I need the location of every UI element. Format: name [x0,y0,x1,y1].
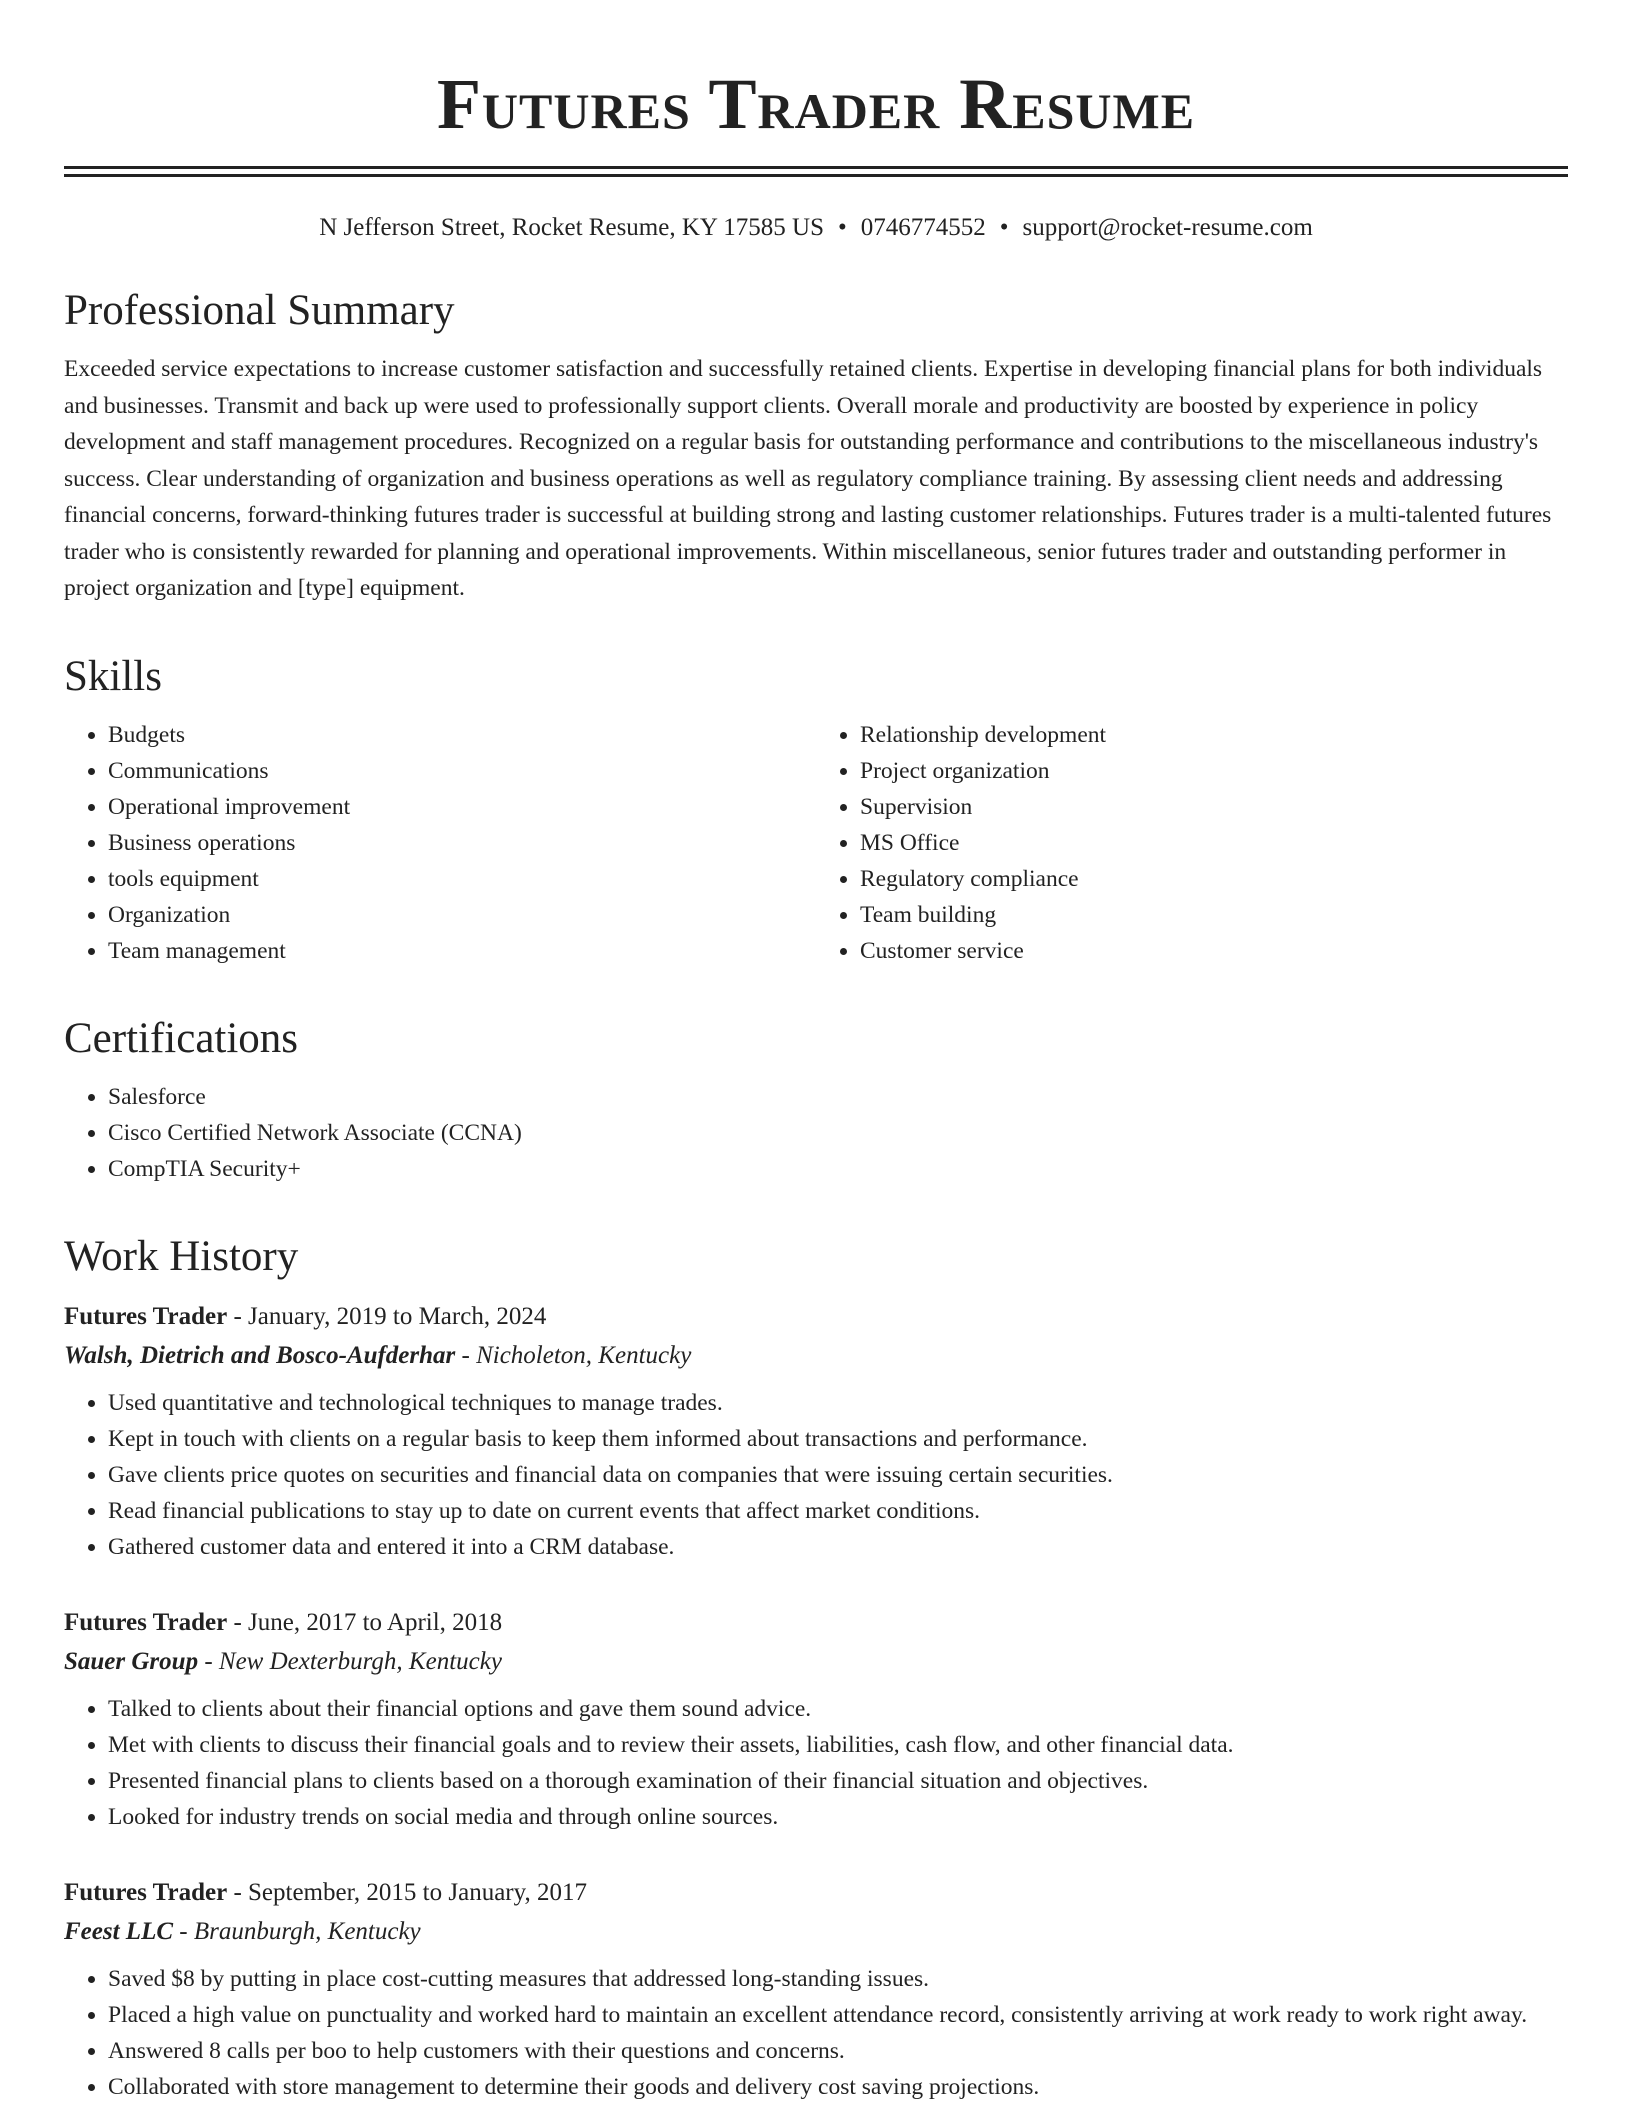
job-bullet: • Talked to clients about their financial options and gave them sound advice. [108,1691,1568,1727]
job-location: - New Dexterburgh, Kentucky [198,1647,502,1675]
skill-item: • Customer service [860,933,1568,969]
job-bullet: • Presented financial plans to clients based on a thorough examination of their financial situation and objectives. [108,1763,1568,1799]
contact-separator: • [999,214,1009,241]
summary-text: Exceeded service expectations to increase customer satisfaction and successfully retained clients. Expertise in developing financial plans for both individuals and businesses. Transmit and back up were used to professionally support clients. Overall morale and productivity are boosted by experience in policy development and staff management procedures. Recognized on a regular basis for outstanding performance and contributions to the miscellaneous industry's success. Clear understanding of organization and business operations as well as regulatory compliance training. By assessing client needs and addressing financial concerns, forward-thinking futures trader is successful at building strong and lasting customer relationships. Futures trader is a multi-talented futures trader who is consistently rewarded for planning and operational improvements. Within miscellaneous, senior futures trader and outstanding performer in project organization and [type] equipment. [64,356,1552,601]
job-bullet: • Gathered customer data and entered it into a CRM database. [108,1529,1568,1565]
job-bullet: • Placed a high value on punctuality and worked hard to maintain an excellent attendance record, consistently arriving at work ready to work right away. [108,1997,1568,2033]
summary-heading: Professional Summary [64,287,455,334]
job-bullet: • Answered 8 calls per boo to help customers with their questions and concerns. [108,2033,1568,2069]
skill-item: • Supervision [860,789,1568,825]
certification-item: • Salesforce [108,1079,1568,1115]
skills-list-right [816,717,1568,969]
phone: 0746774552 [860,214,986,241]
certifications-list [64,1079,1568,1187]
job-dates: - June, 2017 to April, 2018 [227,1608,503,1636]
job-dates: - September, 2015 to January, 2017 [227,1878,587,1906]
job-employer [64,1337,1568,1375]
job-entry [64,1603,1568,1835]
skill-item: • Business operations [108,825,816,861]
skills-heading: Skills [64,652,162,700]
skill-item: • Project organization [860,753,1568,789]
job-header [64,1873,1568,1913]
skill-item: • Communications [108,753,816,789]
certifications-heading: Certifications [64,1014,299,1062]
job-header [64,1297,1568,1337]
skill-item: • Relationship development [860,717,1568,753]
resume-title: Futures Trader Resume [436,64,1196,144]
job-bullet: • Kept in touch with clients on a regular basis to keep them informed about transactions and performance. [108,1421,1568,1457]
skills-columns [64,717,1568,969]
skill-item: • tools equipment [108,861,816,897]
skill-item: • Team building [860,897,1568,933]
job-employer [64,1643,1568,1681]
job-employer [64,1913,1568,1951]
address: N Jefferson Street, Rocket Resume, KY 17585 US [319,214,824,241]
job-location: - Braunburgh, Kentucky [173,1917,421,1945]
job-title: Futures Trader [64,1302,228,1330]
company-name: Sauer Group [64,1647,199,1675]
job-bullet: • Looked for industry trends on social media and through online sources. [108,1799,1568,1835]
job-bullet: • Saved $8 by putting in place cost-cutting measures that addressed long-standing issues. [108,1961,1568,1997]
job-location: - Nicholeton, Kentucky [455,1341,692,1369]
title-divider [64,166,1568,177]
certification-item: • Cisco Certified Network Associate (CCNA) [108,1115,1568,1151]
skill-item: • Operational improvement [108,789,816,825]
job-bullet: • Read financial publications to stay up to date on current events that affect market conditions. [108,1493,1568,1529]
skill-item: • Budgets [108,717,816,753]
job-entry [64,1873,1568,2105]
contact-separator: • [837,214,847,241]
contact-line [64,211,1568,245]
job-bullet: • Collaborated with store management to determine their goods and delivery cost saving projections. [108,2069,1568,2105]
email: support@rocket-resume.com [1022,214,1313,241]
job-bullet: • Gave clients price quotes on securities and financial data on companies that were issuing certain securities. [108,1457,1568,1493]
job-entry [64,1297,1568,1565]
job-bullet: • Used quantitative and technological techniques to manage trades. [108,1385,1568,1421]
skill-item: • Organization [108,897,816,933]
work-history-heading: Work History [64,1232,299,1280]
certification-item: • CompTIA Security+ [108,1151,1568,1187]
skill-item: • MS Office [860,825,1568,861]
job-header [64,1603,1568,1643]
job-bullets [64,1385,1568,1565]
job-bullets [64,1961,1568,2105]
skill-item: • Regulatory compliance [860,861,1568,897]
company-name: Walsh, Dietrich and Bosco-Aufderhar [64,1341,456,1369]
job-bullet: • Met with clients to discuss their financial goals and to review their assets, liabilities, cash flow, and other financial data. [108,1727,1568,1763]
job-dates: - January, 2019 to March, 2024 [227,1302,547,1330]
job-bullets [64,1691,1568,1835]
job-title: Futures Trader [64,1608,228,1636]
job-title: Futures Trader [64,1878,228,1906]
skills-list-left [64,717,816,969]
skill-item: • Team management [108,933,816,969]
company-name: Feest LLC [64,1917,174,1945]
